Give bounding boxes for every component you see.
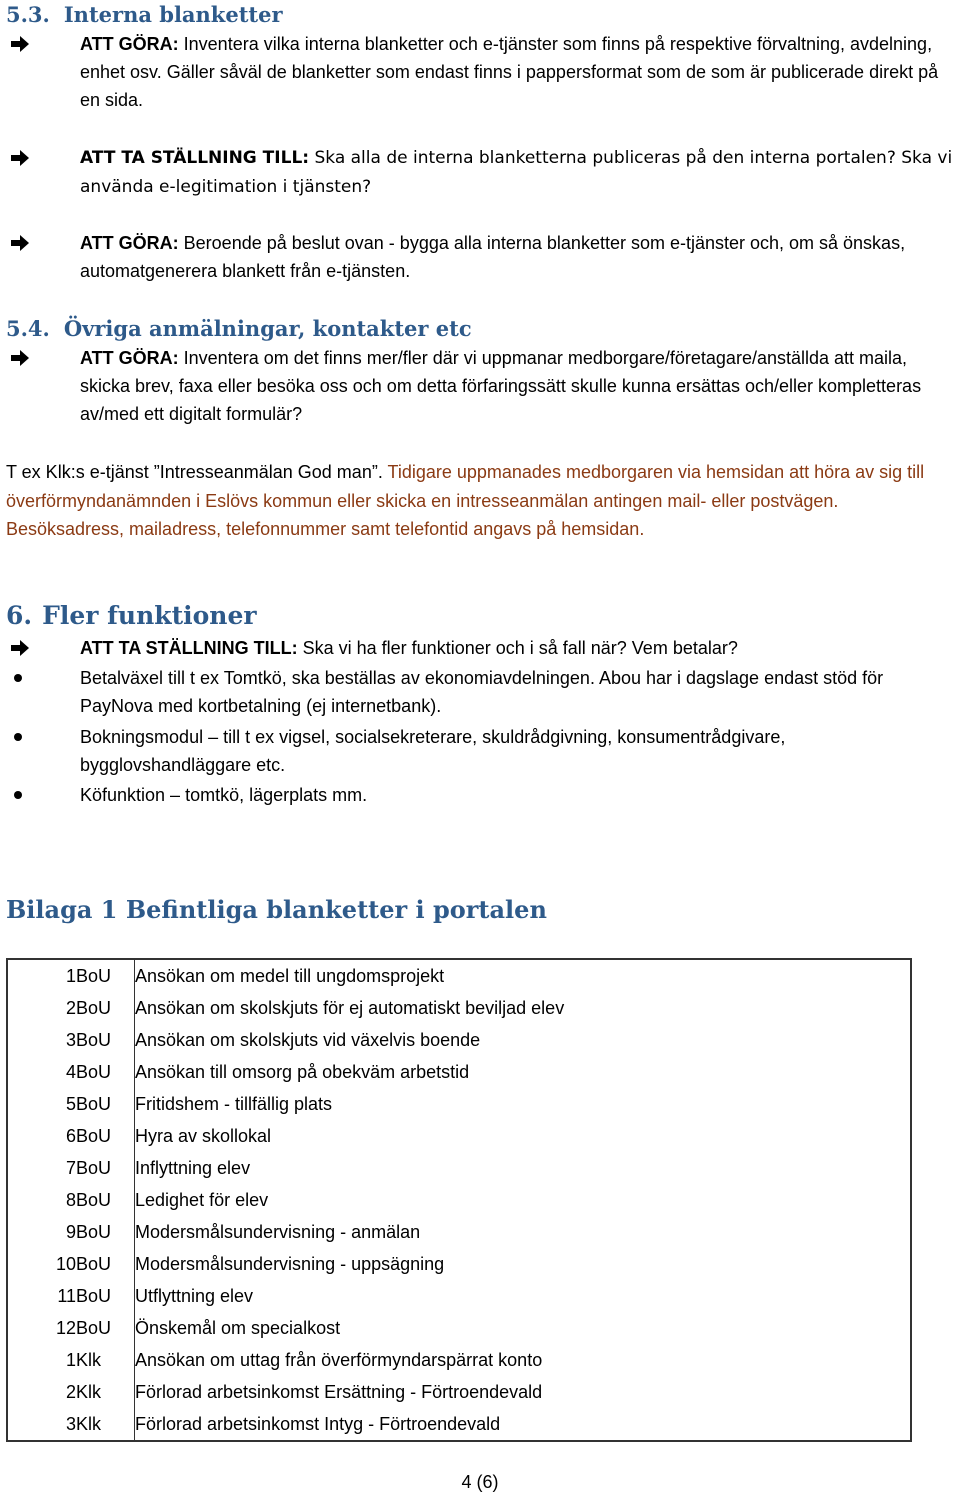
table-row — [7, 1312, 911, 1344]
bullet-icon — [14, 674, 22, 682]
section-number: 5.4. — [6, 316, 50, 341]
example-paragraph — [6, 458, 954, 544]
row-form-title: Ansökan till omsorg på obekväm arbetstid — [135, 1056, 912, 1088]
section-heading-5-3 — [6, 2, 283, 27]
table-row — [7, 1152, 911, 1184]
table-row — [7, 1376, 911, 1408]
row-form-title: Ansökan om medel till ungdomsprojekt — [135, 959, 912, 992]
row-form-title: Önskemål om specialkost — [135, 1312, 912, 1344]
section-number: 5.3. — [6, 2, 50, 27]
table-row — [7, 1408, 911, 1441]
table-row — [7, 1216, 911, 1248]
decision-item — [44, 144, 954, 202]
row-form-title: Modersmålsundervisning - anmälan — [135, 1216, 912, 1248]
item-label: ATT GÖRA: — [80, 348, 179, 368]
row-form-title: Fritidshem - tillfällig plats — [135, 1088, 912, 1120]
table-row — [7, 959, 911, 992]
bullet-text: Betalväxel till t ex Tomtkö, ska beställas av ekonomiavdelningen. Abou har i dagslage endast stöd för PayNova med kortbetalning (ej internetbank). — [80, 668, 884, 716]
table-row — [7, 992, 911, 1024]
item-label: ATT GÖRA: — [80, 233, 179, 253]
item-label: ATT TA STÄLLNING TILL: — [80, 638, 298, 658]
todo-item — [44, 30, 954, 114]
forms-table — [6, 958, 912, 1442]
section-title: Fler funktioner — [42, 601, 257, 630]
bullet-icon — [14, 733, 22, 741]
row-department: BoU — [76, 997, 112, 1018]
row-number: 4 — [65, 1061, 76, 1082]
row-number: 2 — [65, 997, 76, 1018]
bullet-icon — [14, 791, 22, 799]
row-number: 12 — [55, 1317, 76, 1338]
row-department: Klk — [76, 1381, 102, 1402]
row-number: 3 — [65, 1413, 76, 1434]
row-department: BoU — [76, 965, 112, 986]
todo-item — [44, 229, 954, 285]
paragraph-lead: T ex Klk:s e-tjänst ”Intresseanmälan God man”. — [6, 462, 383, 482]
table-row — [7, 1344, 911, 1376]
page-number: 4 (6) — [461, 1472, 499, 1492]
table-row — [7, 1184, 911, 1216]
table-row — [7, 1024, 911, 1056]
table-row — [7, 1248, 911, 1280]
row-form-title: Hyra av skollokal — [135, 1120, 912, 1152]
row-department: BoU — [76, 1029, 112, 1050]
arrow-right-icon — [10, 349, 30, 367]
row-number: 11 — [57, 1285, 76, 1306]
row-department: Klk — [76, 1413, 102, 1434]
row-department: BoU — [76, 1061, 112, 1082]
row-number: 2 — [65, 1381, 76, 1402]
table-row — [7, 1056, 911, 1088]
row-form-title: Inflyttning elev — [135, 1152, 912, 1184]
table-row — [7, 1088, 911, 1120]
row-number: 3 — [65, 1029, 76, 1050]
table-row — [7, 1120, 911, 1152]
row-number: 7 — [65, 1157, 76, 1178]
row-department: BoU — [76, 1285, 112, 1306]
section-title: Interna blanketter — [63, 2, 283, 27]
section-title: Övriga anmälningar, kontakter etc — [63, 316, 472, 341]
item-text: Ska vi ha fler funktioner och i så fall när? Vem betalar? — [297, 638, 738, 658]
row-number: 9 — [65, 1221, 76, 1242]
row-form-title: Utflyttning elev — [135, 1280, 912, 1312]
row-form-title: Ansökan om skolskjuts för ej automatiskt beviljad elev — [135, 992, 912, 1024]
bullet-item — [44, 723, 954, 779]
row-department: BoU — [76, 1157, 112, 1178]
row-form-title: Förlorad arbetsinkomst Ersättning - Förtroendevald — [135, 1376, 912, 1408]
row-form-title: Modersmålsundervisning - uppsägning — [135, 1248, 912, 1280]
row-department: BoU — [76, 1317, 112, 1338]
item-text: Inventera vilka interna blanketter och e-tjänster som finns på respektive förvaltning, avdelning, enhet osv. Gäller såväl de blanketter som endast finns i pappersformat som de som är publicerade direkt på en sida. — [80, 34, 939, 110]
bullet-item — [44, 781, 954, 809]
bullet-text: Bokningsmodul – till t ex vigsel, socialsekreterare, skuldrådgivning, konsumentrådgivare, bygglovshandläggare etc. — [80, 727, 786, 775]
bullet-item — [44, 664, 954, 720]
row-number: 1 — [65, 965, 76, 986]
row-number: 10 — [55, 1253, 76, 1274]
item-text: Inventera om det finns mer/fler där vi uppmanar medborgare/företagare/anställda att maila, skicka brev, faxa eller besöka oss och om detta förfaringssätt skulle kunna ersättas och/eller kompletteras av/med ett digitalt formulär? — [80, 348, 922, 424]
arrow-right-icon — [10, 639, 30, 657]
paragraph-body: Tidigare uppmanades medborgaren via hemsidan att höra av sig till överförmyndanämnden i Eslövs kommun eller skicka en intresseanmälan antingen mail- eller postvägen. Besöksadress, mailadress, telefonnummer samt telefontid angavs på hemsidan. — [6, 462, 925, 539]
row-department: BoU — [76, 1093, 112, 1114]
row-department: BoU — [76, 1189, 112, 1210]
table-row — [7, 1280, 911, 1312]
arrow-right-icon — [10, 35, 30, 53]
section-heading-5-4 — [6, 316, 472, 341]
section-number: 6. — [6, 601, 33, 630]
row-department: Klk — [76, 1349, 102, 1370]
bullet-text: Köfunktion – tomtkö, lägerplats mm. — [80, 785, 368, 805]
item-label: ATT TA STÄLLNING TILL: — [80, 148, 310, 168]
item-text: Beroende på beslut ovan - bygga alla interna blanketter som e-tjänster och, om så önskas, automatgenerera blankett från e-tjänsten. — [80, 233, 906, 281]
row-form-title: Ledighet för elev — [135, 1184, 912, 1216]
row-form-title: Förlorad arbetsinkomst Intyg - Förtroendevald — [135, 1408, 912, 1441]
item-label: ATT GÖRA: — [80, 34, 179, 54]
arrow-right-icon — [10, 149, 30, 167]
row-number: 5 — [65, 1093, 76, 1114]
row-department: BoU — [76, 1221, 112, 1242]
arrow-right-icon — [10, 234, 30, 252]
decision-item — [44, 634, 954, 662]
appendix-heading: Bilaga 1 Befintliga blanketter i portalen — [6, 895, 547, 924]
row-number: 8 — [65, 1189, 76, 1210]
item-text: Ska alla de interna blanketterna publiceras på den interna portalen? Ska vi använda e-legitimation i tjänsten? — [80, 148, 953, 197]
section-heading-6 — [6, 601, 257, 630]
row-form-title: Ansökan om skolskjuts vid växelvis boende — [135, 1024, 912, 1056]
row-form-title: Ansökan om uttag från överförmyndarspärrat konto — [135, 1344, 912, 1376]
forms-table-body — [7, 959, 911, 1441]
row-number: 6 — [65, 1125, 76, 1146]
row-department: BoU — [76, 1125, 112, 1146]
row-number: 1 — [65, 1349, 76, 1370]
todo-item — [44, 344, 954, 428]
row-department: BoU — [76, 1253, 112, 1274]
